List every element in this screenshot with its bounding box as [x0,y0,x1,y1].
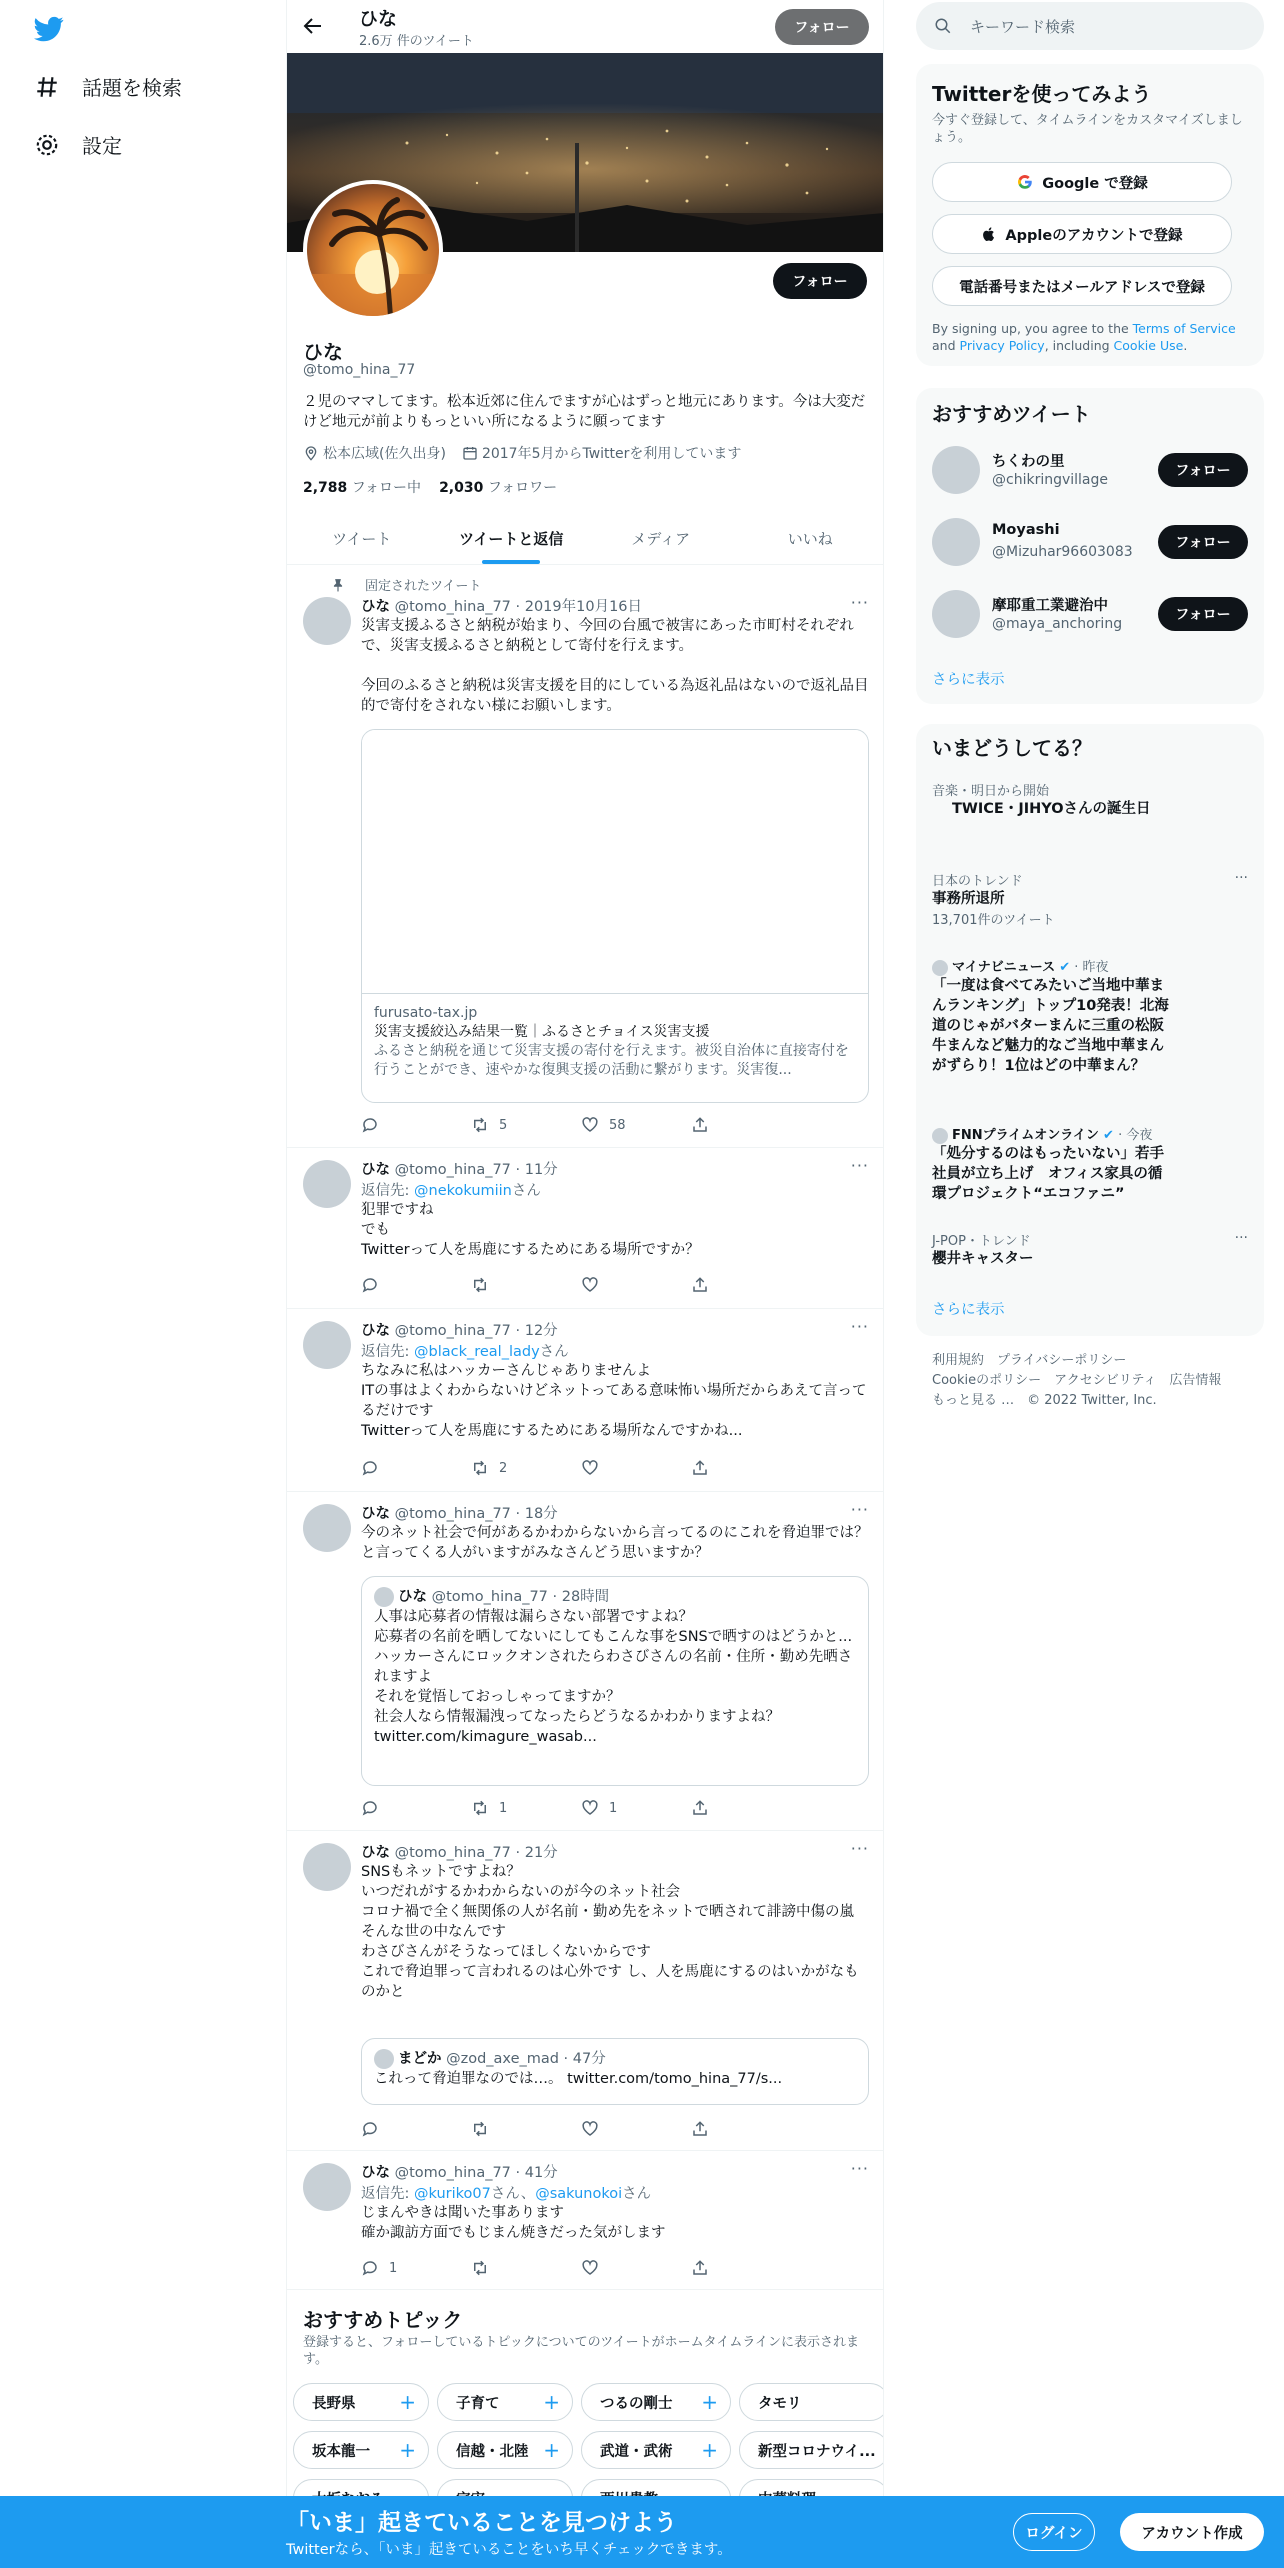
topics-subtitle: 登録すると、フォローしているトピックについてのツイートがホームタイムラインに表示されます。 [303,2335,860,2367]
reply-to: 返信先: @kuriko07さん、@sakunokoiさん [361,2186,652,2202]
reply-to: 返信先: @nekokumiinさん [361,1183,541,1199]
link-card[interactable] [361,729,869,1103]
more-options-icon[interactable]: ··· [850,1156,869,1175]
reply-button[interactable] [361,1459,461,1477]
share-button[interactable] [691,2120,791,2138]
plus-icon: + [701,2438,718,2462]
news-item[interactable]: FNNプライムオンライン ✔ · 今夜 「処分するのはもったいない」若手社員が立ち上げ オフィス家具の循環プロジェクト“エコファニ” [932,1128,1164,1202]
reply-icon [361,2259,379,2277]
signup-bottom-bar [0,2496,1284,2568]
tweet-actions [361,1799,791,1817]
avatar [932,446,980,494]
trend-item[interactable]: 日本のトレンド 事務所退所 13,701件のツイート ··· [932,870,1248,928]
reply-icon [361,1116,379,1134]
avatar[interactable] [303,597,351,645]
profile-location [303,443,446,463]
tab-tweets-replies[interactable]: ツイートと返信 [437,512,587,564]
heart-icon [581,2259,599,2277]
tweet-reply[interactable] [287,1309,884,1492]
suggested-user[interactable]: 摩耶重工業避治中 @maya_anchoring フォロー [932,590,1248,638]
plus-icon: + [701,2390,718,2414]
retweet-icon [471,1276,489,1294]
avatar[interactable] [303,1843,351,1891]
nav-settings[interactable] [34,130,122,159]
tweet-header: ひな @tomo_hina_77 · 2019年10月16日 [361,599,643,615]
signup-terms: By signing up, you agree to the Terms of Service and Privacy Policy, including Cookie Use. [932,321,1236,353]
tweet-text: 犯罪ですね でも Twitterって人を馬鹿にするためにある場所ですか？ [361,1202,700,1258]
share-icon [691,1799,709,1817]
reply-button[interactable] [361,1799,461,1817]
create-account-button[interactable]: アカウント作成 [1120,2513,1264,2551]
heart-icon [581,2120,599,2138]
location-pin-icon [303,445,319,461]
reply-mention-link[interactable]: @kuriko07 [414,2186,491,2202]
tweet-text: 今のネット社会で何があるかわからないから言ってるのにこれを脅迫罪では？と言ってくる人がいますがみなさんどう思いますか？ [361,1525,869,1561]
retweet-button[interactable] [471,2120,571,2138]
header-follow-button[interactable]: フォロー [775,9,869,45]
bottom-bar-subtitle: Twitterなら、「いま」起きていることをいち早くチェックできます。 [286,2542,732,2558]
trends-title: いまどうしてる？ [932,736,1092,760]
suggested-user[interactable]: Moyashi @Mizuhar96603083 フォロー [932,518,1248,566]
trend-item[interactable]: 音楽・明日から開始 TWICE・JIHYOさんの誕生日 [932,784,1151,817]
google-signup-button[interactable]: Google で登録 [932,162,1232,202]
follow-button[interactable]: フォロー [1158,453,1248,487]
tweet-reply[interactable] [287,1148,884,1309]
footer-links [932,1351,1262,1411]
pinned-label: 固定されたツイート [331,575,481,594]
quote-avatar [374,1587,394,1607]
phone-email-signup-button[interactable]: 電話番号またはメールアドレスで登録 [932,266,1232,306]
share-button[interactable] [691,1276,791,1294]
retweet-icon [471,2120,489,2138]
tweet-text: 災害支援ふるさと納税が始まり、今回の台風で被害にあった市町村それぞれで、災害支援ふるさと納税として寄付を行えます。 今回のふるさと納税は災害支援を目的にしている為返礼品はないので返礼品目的で寄付をされない様にお願いします。 [361,618,869,714]
like-button[interactable] [581,2259,681,2277]
verified-badge-icon: ✔ [1103,1128,1114,1143]
topics-title: おすすめトピック [303,2308,463,2332]
tweet-header: ひな @tomo_hina_77 · 12分 [361,1323,558,1339]
tweet-text: ちなみに私はハッカーさんじゃありませんよ ITの事はよくわからないけどネットってある意味怖い場所だからあえて言ってるだけです Twitterって人を馬鹿にするためにある場所なんですかね... [361,1363,867,1439]
like-button[interactable]: 1 [581,1799,681,1817]
source-avatar [932,1128,948,1144]
retweet-button[interactable]: 1 [471,1799,571,1817]
tweet-quote[interactable] [287,1492,884,1831]
retweet-button[interactable]: 2 [471,1459,571,1477]
like-button[interactable] [581,2120,681,2138]
avatar[interactable] [303,2163,351,2211]
tweet-actions [361,1116,791,1134]
topic-chip[interactable]: 武道・武術 + [581,2431,731,2469]
topic-chip[interactable]: つるの剛士 + [581,2383,731,2421]
nav-explore-label: 話題を検索 [82,76,182,100]
reply-to: 返信先: @black_real_ladyさん [361,1344,569,1360]
search-input[interactable]: キーワード検索 [970,17,1076,36]
quoted-tweet-text: 人事は応募者の情報は漏らさない部署ですよね？ 応募者の名前を晒してないにしてもこんな事をSNSで晒すのはどうかと... ハッカーさんにロックオンされたらわさびさんの名前・住所・勤め先晒されますよ それを覚悟しておっしゃってますか？ 社会人なら情報漏洩ってなったらどうなるかわかりますよね？ twitter.com/kimagure_wasab... [374,1609,853,1745]
reply-icon [361,2120,379,2138]
more-options-icon[interactable]: ··· [850,1500,869,1519]
tweet-actions [361,1459,791,1477]
plus-icon: + [543,2390,560,2414]
signup-subtitle: 今すぐ登録して、タイムラインをカスタマイズしましょう。 [932,113,1243,145]
tweet-quote[interactable] [287,1831,884,2151]
profile-joined [462,443,741,463]
more-options-icon[interactable]: ··· [850,593,869,612]
search-box[interactable] [916,2,1264,50]
reply-icon [361,1276,379,1294]
reply-mention-link[interactable]: @nekokumiin [414,1183,512,1199]
link-card-domain: furusato-tax.jp [374,1005,478,1021]
profile-avatar[interactable] [303,180,443,320]
suggested-user[interactable]: ちくわの里 @chikringvillage フォロー [932,446,1248,494]
back-arrow-icon[interactable] [301,14,325,38]
retweet-icon [471,1799,489,1817]
privacy-link[interactable]: Privacy Policy [959,338,1045,353]
more-options-icon[interactable]: ··· [1234,1230,1248,1246]
source-avatar [932,960,948,976]
share-icon [691,2120,709,2138]
footer-line[interactable]: もっと見る … © 2022 Twitter, Inc. [932,1393,1157,1408]
cookie-link[interactable]: Cookie Use [1113,338,1184,353]
quoted-tweet[interactable]: ひな @tomo_hina_77 · 28時間 人事は応募者の情報は漏らさない部署ですよね？ 応募者の名前を晒してないにしてもこんな事をSNSで晒すのはどうかと... ハッカーさんにロックオンされたらわさびさんの名前・住所・勤め先晒されますよ それを覚悟しておっしゃってますか？ 社会人なら情報漏洩ってなったらどうなるかわかりますよね？ twitter.com/kimagure_wasab... [361,1576,869,1786]
show-more-link[interactable]: さらに表示 [932,672,1005,688]
quoted-tweet-text: これって脅迫罪なのでは…。 twitter.com/tomo_hina_77/s... [374,2071,783,2087]
topic-chip[interactable]: 新型コロナウイ... [739,2431,884,2469]
avatar [932,590,980,638]
trend-item[interactable]: J-POP・トレンド 櫻井キャスター ··· [932,1230,1248,1267]
palm-sunset-avatar-image [307,184,443,320]
tab-tweets[interactable]: ツイート [332,529,392,548]
heart-icon [581,1459,599,1477]
tab-likes[interactable]: いいね [787,529,833,548]
profile-meta [303,443,741,463]
nav-explore[interactable] [34,72,182,101]
link-card-title: 災害支援絞込み結果一覧｜ふるさとチョイス災害支援 [374,1024,710,1040]
share-button[interactable] [691,1459,791,1477]
tweet-text: SNSもネットですよね？ いつだれがするかわからないのが今のネット社会 コロナ禍で全く無関係の人が名前・勤め先をネットで晒されて誹謗中傷の嵐 そんな世の中なんです わさびさんがそうなってほしくないからです これで脅迫罪って言われるのは心外です し、人を馬鹿にするのはいかがなものかと [361,1864,859,2000]
more-options-icon[interactable]: ··· [850,1317,869,1336]
pin-icon [331,578,345,592]
tweet-header: ひな @tomo_hina_77 · 41分 [361,2165,558,2181]
tab-media[interactable]: メディア [631,529,691,548]
twitter-bird-icon[interactable] [34,14,64,44]
tweet-actions [361,1276,791,1294]
avatar [932,518,980,566]
follow-button[interactable]: フォロー [1158,597,1248,631]
trends-panel [916,724,1264,1336]
retweet-button[interactable] [471,1276,571,1294]
more-options-icon[interactable]: ··· [1234,870,1248,886]
profile-follow-button[interactable]: フォロー [773,263,867,299]
who-to-follow-title: おすすめツイート [932,402,1091,426]
quoted-tweet[interactable]: まどか @zod_axe_mad · 47分 これって脅迫罪なのでは…。 twitter.com/tomo_hina_77/s... [361,2038,869,2105]
like-button[interactable] [581,1276,681,1294]
like-button[interactable]: 58 [581,1116,681,1134]
topic-chip[interactable]: 長野県 + [293,2383,429,2421]
retweet-icon [471,1459,489,1477]
bottom-bar-title: 「いま」起きていることを見つけよう [286,2510,677,2536]
retweet-icon [471,1116,489,1134]
reply-button[interactable]: 1 [361,2259,461,2277]
profile-header-bar [287,0,884,53]
hashtag-icon [34,74,60,100]
retweet-button[interactable]: 5 [471,1116,571,1134]
tweet-actions [361,2259,791,2277]
share-icon [691,1116,709,1134]
share-button[interactable] [691,1116,791,1134]
tweet-text: じまんやきは聞いた事あります 確か諏訪方面でもじまん焼きだった気がします [361,2205,666,2241]
reply-mention-link[interactable]: @sakunokoi [535,2186,623,2202]
search-icon [934,17,952,35]
header-tweet-count: 2.6万 件のツイート [359,34,474,49]
link-card-description: ふるさと納税を通じて災害支援の寄付を行えます。被災自治体に直接寄付を行うことができ、速やかな復興支援の活動に繋がります。災害復... [374,1043,849,1078]
topic-chip[interactable]: タモリ [739,2383,884,2421]
avatar[interactable] [303,1160,351,1208]
tweet-header: ひな @tomo_hina_77 · 21分 [361,1845,558,1861]
who-to-follow-panel [916,388,1264,704]
google-icon [1016,173,1034,191]
topic-chip[interactable]: 子育て + [437,2383,573,2421]
share-button[interactable] [691,1799,791,1817]
reply-button[interactable] [361,2120,461,2138]
news-item[interactable]: マイナビニュース ✔ · 昨夜 「一度は食べてみたいご当地中華まんランキング」トップ10発表！北海道のじゃがバターまんに三重の松阪牛まんなど魅力的なご当地中華まんがずらり！1位はどの中華まん？ [932,960,1169,1074]
heart-icon [581,1276,599,1294]
profile-name: ひな [303,340,343,364]
share-icon [691,1276,709,1294]
like-button[interactable] [581,1459,681,1477]
profile-joined-text: 2017年5月からTwitterを利用しています [481,446,742,462]
profile-bio: ２児のママしてます。松本近郊に住んでますが心はずっと地元にあります。今は大変だけど地元が前よりもっといい所になるように願ってます [303,394,866,430]
avatar[interactable] [303,1504,351,1552]
retweet-button[interactable] [471,2259,571,2277]
quote-avatar [374,2049,394,2069]
apple-signup-button[interactable]: Appleのアカウントで登録 [932,214,1232,254]
profile-tabs [287,512,884,565]
share-icon [691,2259,709,2277]
profile-location-text: 松本広域(佐久出身) [323,446,446,462]
heart-icon [581,1799,599,1817]
reply-icon [361,1459,379,1477]
more-options-icon[interactable]: ··· [850,2159,869,2178]
show-more-link[interactable]: さらに表示 [932,1302,1005,1318]
plus-icon: + [399,2438,416,2462]
reply-mention-link[interactable]: @black_real_lady [414,1344,540,1360]
tweet-header: ひな @tomo_hina_77 · 11分 [361,1162,558,1178]
heart-icon [581,1116,599,1134]
following-stat[interactable]: 2,788 フォロー中 [303,480,422,496]
share-button[interactable] [691,2259,791,2277]
follow-button[interactable]: フォロー [1158,525,1248,559]
profile-follow-stats [303,477,557,497]
login-button[interactable]: ログイン [1013,2513,1095,2551]
terms-link[interactable]: Terms of Service [1132,321,1236,336]
verified-badge-icon: ✔ [1059,960,1071,975]
nav-settings-label: 設定 [82,134,122,158]
calendar-icon [462,445,478,461]
retweet-icon [471,2259,489,2277]
gear-icon [34,132,60,158]
tweet-actions [361,2120,791,2138]
link-card-image [362,730,868,994]
share-icon [691,1459,709,1477]
profile-handle: @tomo_hina_77 [303,362,416,378]
signup-title: Twitterを使ってみよう [932,82,1152,106]
footer-line[interactable]: 利用規約 プライバシーポリシー [932,1353,1127,1368]
tweet-pinned[interactable] [287,565,884,1148]
topic-chip[interactable]: 信越・北陸 + [437,2431,573,2469]
signup-panel [916,64,1264,366]
more-options-icon[interactable]: ··· [850,1839,869,1858]
reply-button[interactable] [361,1276,461,1294]
apple-icon [981,225,997,243]
plus-icon: + [399,2390,416,2414]
header-name: ひな [359,8,398,30]
followers-stat[interactable]: 2,030 フォロワー [439,480,558,496]
main-column [286,0,884,2568]
footer-line[interactable]: Cookieのポリシー アクセシビリティ 広告情報 [932,1373,1222,1388]
reply-icon [361,1799,379,1817]
tweet-header: ひな @tomo_hina_77 · 18分 [361,1506,558,1522]
avatar[interactable] [303,1321,351,1369]
reply-button[interactable] [361,1116,461,1134]
plus-icon: + [543,2438,560,2462]
topic-chip[interactable]: 坂本龍一 + [293,2431,429,2469]
tweet-reply[interactable] [287,2151,884,2290]
